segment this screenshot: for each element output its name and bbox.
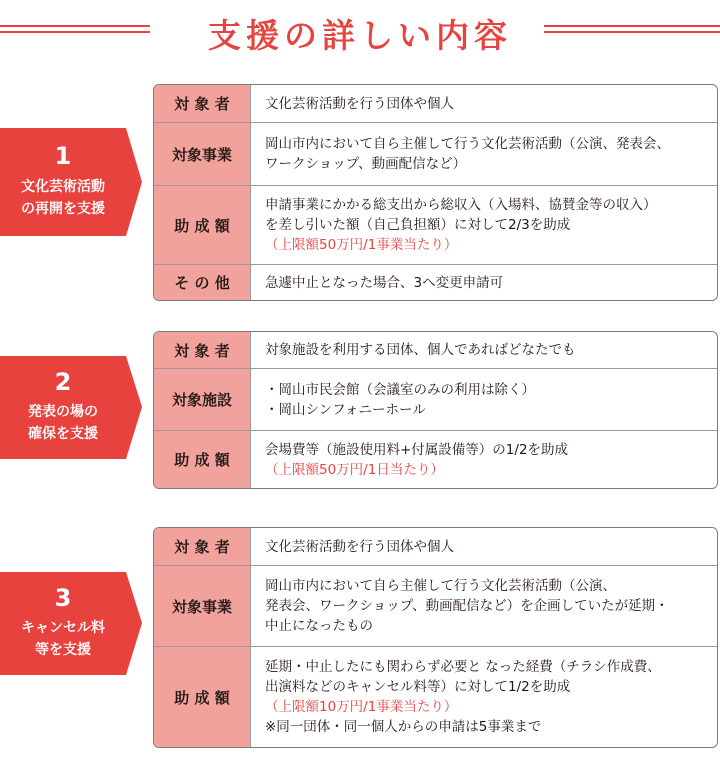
section-label-line: キャンセル料 xyxy=(21,620,105,636)
row-header: 助 成 額 xyxy=(154,186,251,264)
row-header: 助 成 額 xyxy=(154,431,251,488)
content-line: ・岡山シンフォニーホール xyxy=(265,401,426,418)
content-line: 文化芸術活動を行う団体や個人 xyxy=(265,95,454,112)
row-content xyxy=(251,265,717,300)
section-badge xyxy=(0,356,142,459)
table-row xyxy=(154,646,717,747)
cap-note: （上限額10万円/1事業当たり） xyxy=(265,699,458,715)
section-number: 1 xyxy=(54,142,72,170)
detail-table xyxy=(153,527,718,748)
table-row xyxy=(154,332,717,368)
row-header: 対象事業 xyxy=(154,123,251,185)
row-header: 対象事業 xyxy=(154,566,251,646)
detail-table xyxy=(153,84,718,301)
content-line: 岡山市内において自ら主催して行う文化芸術活動（公演、発表会、 xyxy=(265,136,670,152)
row-header: 対 象 者 xyxy=(154,85,251,122)
table-row xyxy=(154,368,717,430)
row-content xyxy=(251,431,717,488)
content-line: 中止になったもの xyxy=(265,618,373,634)
row-content xyxy=(251,85,717,122)
section-number: 2 xyxy=(54,368,72,396)
row-content xyxy=(251,332,717,368)
row-content xyxy=(251,186,717,264)
content-line: ・岡山市民会館（会議室のみの利用は除く） xyxy=(265,381,535,398)
row-content xyxy=(251,369,717,430)
content-line: を差し引いた額（自己負担額）に対して2/3を助成 xyxy=(265,217,571,233)
section-label-line: 発表の場の xyxy=(28,404,98,420)
content-line: 急遽中止となった場合、3へ変更申請可 xyxy=(265,274,504,291)
content-line: 会場費等（施設使用料+付属設備等）の1/2を助成 xyxy=(265,441,569,458)
section-label-line: 確保を支援 xyxy=(28,426,98,442)
section-label-line: 等を支援 xyxy=(35,642,91,658)
content-line: 出演料などのキャンセル料等）に対して1/2を助成 xyxy=(265,679,571,695)
table-row xyxy=(154,185,717,264)
row-header: 対 象 者 xyxy=(154,332,251,368)
section-label-line: の再開を支援 xyxy=(21,201,105,217)
content-line: 文化芸術活動を行う団体や個人 xyxy=(265,538,454,555)
cap-note: （上限額50万円/1日当たり） xyxy=(265,461,444,478)
row-header: 対 象 者 xyxy=(154,528,251,565)
content-line: 延期・中止したにも関わらず必要と なった経費（チラシ作成費、 xyxy=(265,659,661,675)
content-line: 対象施設を利用する団体、個人であればどなたでも xyxy=(265,342,576,358)
section-badge xyxy=(0,572,142,675)
page-header xyxy=(0,0,720,56)
detail-table xyxy=(153,331,718,489)
table-row xyxy=(154,528,717,565)
row-content xyxy=(251,647,717,747)
section-label-line: 文化芸術活動 xyxy=(21,179,105,195)
content-line: 発表会、ワークショップ、動画配信など）を企画していたが延期・ xyxy=(265,598,669,614)
row-header: 助 成 額 xyxy=(154,647,251,747)
row-content xyxy=(251,566,717,646)
cap-note: （上限額50万円/1事業当たり） xyxy=(265,237,458,253)
page-title: 支援の詳しい内容 xyxy=(208,16,512,55)
row-content xyxy=(251,528,717,565)
table-row xyxy=(154,430,717,488)
content-line: ワークショップ、動画配信など） xyxy=(265,156,467,172)
table-row xyxy=(154,85,717,122)
table-row xyxy=(154,565,717,646)
content-line: 岡山市内において自ら主催して行う文化芸術活動（公演、 xyxy=(265,578,616,594)
content-line: 申請事業にかかる総支出から総収入（入場料、協賛金等の収入） xyxy=(265,197,657,213)
row-header: 対象施設 xyxy=(154,369,251,430)
section-badge xyxy=(0,128,142,236)
content-line: ※同一団体・同一個人からの申請は5事業まで xyxy=(265,719,542,735)
table-row xyxy=(154,264,717,300)
row-content xyxy=(251,123,717,185)
table-row xyxy=(154,122,717,185)
row-header: そ の 他 xyxy=(154,265,251,300)
section-number: 3 xyxy=(54,584,72,612)
